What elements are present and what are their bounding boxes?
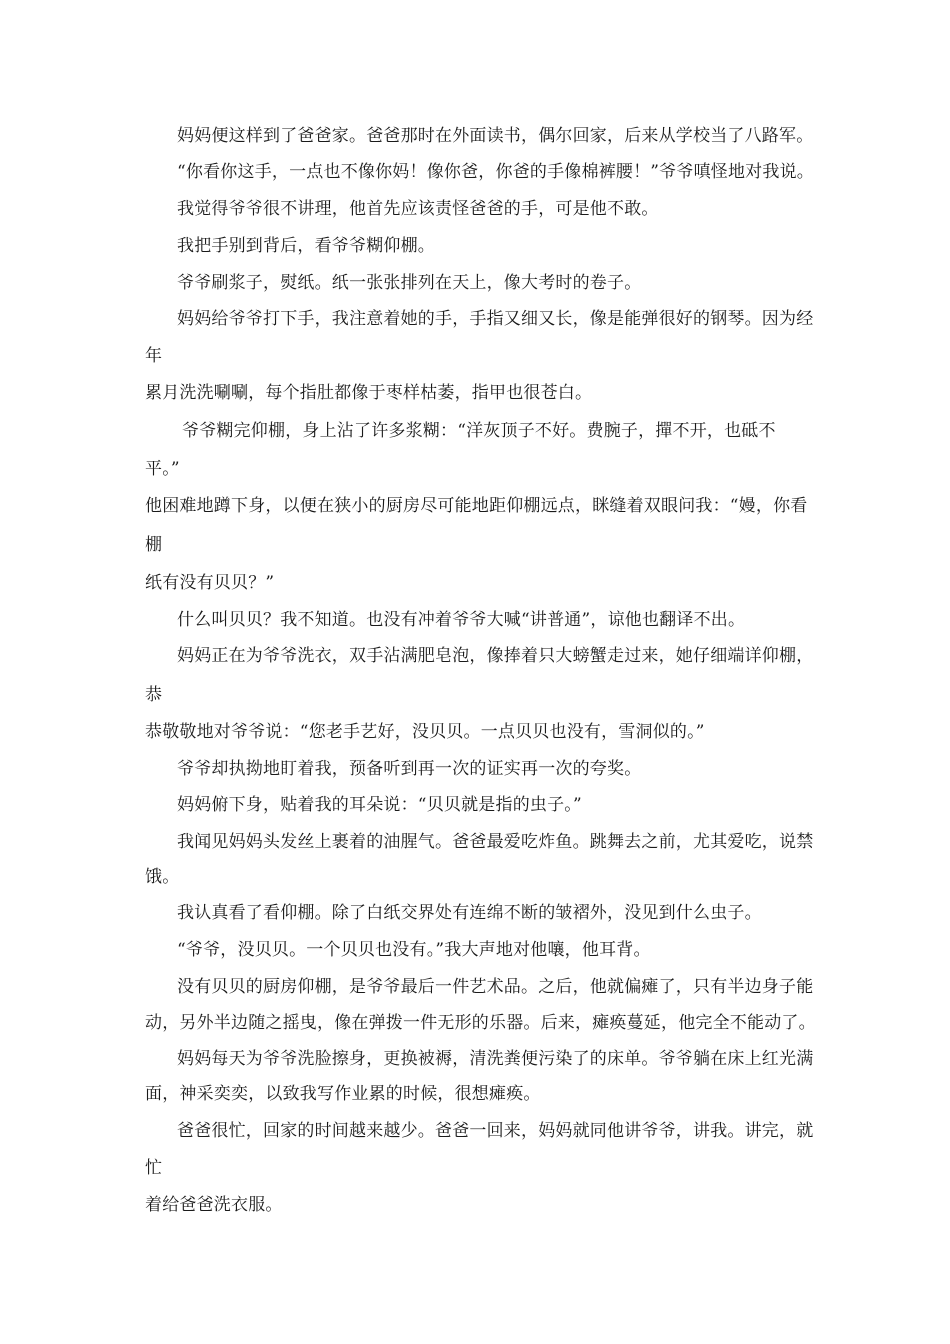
text-line: 着给爸爸洗衣服。 xyxy=(145,1195,283,1215)
text-line: 我觉得爷爷很不讲理，他首先应该责怪爸爸的手，可是他不敢。 xyxy=(177,199,659,219)
text-line: 忙 xyxy=(145,1158,163,1178)
text-line: 我认真看了看仰棚。除了白纸交界处有连绵不断的皱褶外，没见到什么虫子。 xyxy=(177,903,762,923)
text-line: 爷爷糊完仰棚，身上沾了许多浆糊：“洋灰顶子不好。费腕子，撣不开，也砥不 xyxy=(182,421,776,441)
text-line: 我闻见妈妈头发丝上裹着的油腥气。爸爸最爱吃炸鱼。跳舞去之前，尤其爱吃，说禁 xyxy=(177,832,814,852)
text-line: 恭 xyxy=(145,685,163,705)
text-line: 动，另外半边随之摇曳，像在弹拨一件无形的乐器。后来，瘫痪蔓延，他完全不能动了。 xyxy=(145,1013,816,1033)
text-line: 棚 xyxy=(145,535,163,555)
text-line: 纸有没有贝贝？” xyxy=(145,573,275,593)
text-line: 爷爷却执拗地盯着我，预备听到再一次的证实再一次的夸奖。 xyxy=(177,759,642,779)
text-line: 爷爷刷浆子，熨纸。纸一张张排列在天上，像大考时的卷子。 xyxy=(177,273,642,293)
text-line: 面，神采奕奕，以致我写作业累的时候，很想瘫痪。 xyxy=(145,1084,541,1104)
text-line: 妈妈给爷爷打下手，我注意着她的手，手指又细又长，像是能弹很好的钢琴。因为经 xyxy=(177,309,814,329)
text-line: “爷爷，没贝贝。一个贝贝也没有。”我大声地对他嚷，他耳背。 xyxy=(177,940,651,960)
text-line: 没有贝贝的厨房仰棚，是爷爷最后一件艺术品。之后，他就偏瘫了，只有半边身子能 xyxy=(177,977,814,997)
text-line: 妈妈便这样到了爸爸家。爸爸那时在外面读书，偶尔回家，后来从学校当了八路军。 xyxy=(177,126,814,146)
text-line: “你看你这手，一点也不像你妈！像你爸，你爸的手像棉裤腰！”爷爷嗔怪地对我说。 xyxy=(177,162,814,182)
text-line: 妈妈每天为爷爷洗脸擦身，更换被褥，清洗粪便污染了的床单。爷爷躺在床上红光满 xyxy=(177,1049,814,1069)
text-line: 妈妈正在为爷爷洗衣，双手沾满肥皂泡，像捧着只大螃蟹走过来，她仔细端详仰棚， xyxy=(177,646,814,666)
text-line: 饿。 xyxy=(145,867,180,887)
text-line: 恭敬敬地对爷爷说：“您老手艺好，没贝贝。一点贝贝也没有，雪洞似的。” xyxy=(145,722,705,742)
text-line: 平。” xyxy=(145,459,180,479)
text-line: 妈妈俯下身，贴着我的耳朵说：“贝贝就是指的虫子。” xyxy=(177,795,582,815)
text-line: 年 xyxy=(145,346,163,366)
text-line: 爸爸很忙，回家的时间越来越少。爸爸一回来，妈妈就同他讲爷爷，讲我。讲完，就 xyxy=(177,1121,814,1141)
text-line: 累月洗洗唰唰，每个指肚都像于枣样枯萎，指甲也很苍白。 xyxy=(145,383,593,403)
text-line: 我把手别到背后，看爷爷糊仰棚。 xyxy=(177,236,435,256)
text-line: 什么叫贝贝？我不知道。也没有冲着爷爷大喊“讲普通”，谅他也翻译不出。 xyxy=(177,610,746,630)
text-line: 他困难地蹲下身，以便在狭小的厨房尽可能地距仰棚远点，眯缝着双眼问我：“嫚，你看 xyxy=(145,496,808,516)
